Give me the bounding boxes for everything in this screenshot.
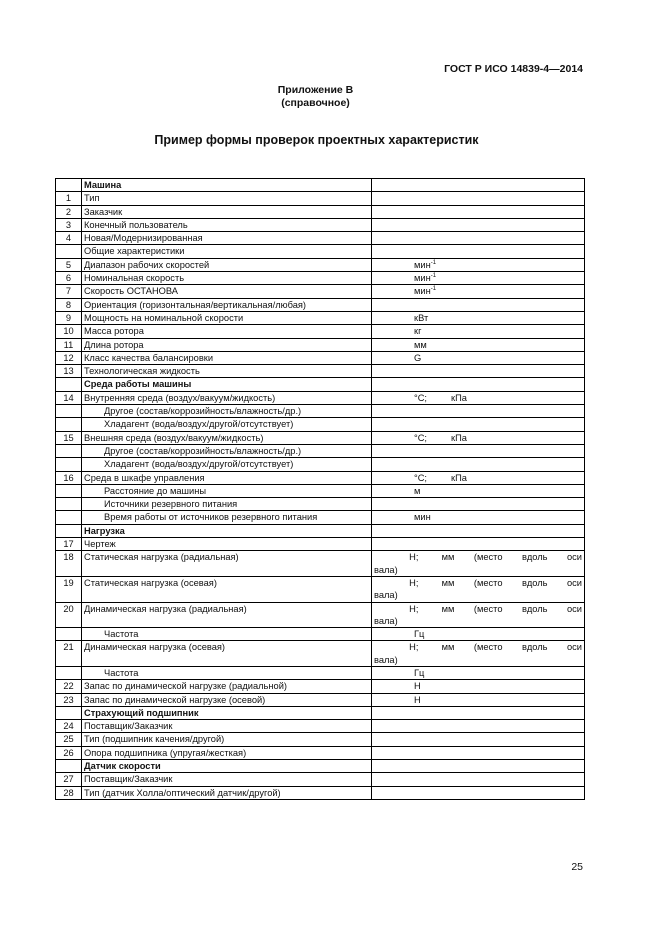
table-row [56,431,585,444]
unit: Гц [414,667,425,678]
value-cell[interactable] [372,551,585,577]
appendix-type: (справочное) [281,97,350,109]
appendix-label: Приложение В [277,84,354,96]
table-row [56,338,585,351]
table-row [56,192,585,205]
unit: Н [414,694,421,705]
unit: мин [414,286,431,297]
table-row [56,786,585,799]
value-cell[interactable] [372,272,585,285]
appendix-heading [0,84,661,110]
row-number: 4 [56,232,82,245]
unit: кПа [451,392,467,403]
row-label: Время работы от источников резервного питания [82,511,372,524]
value-cell[interactable] [372,733,585,746]
table-row [56,773,585,786]
row-number: 24 [56,720,82,733]
row-number: 23 [56,693,82,706]
row-number: 18 [56,551,82,577]
unit-exponent: -1 [430,286,437,293]
table-row [56,484,585,497]
table-row [56,720,585,733]
row-label: Запас по динамической нагрузке (осевой) [82,693,372,706]
table-row [56,365,585,378]
row-number: 8 [56,298,82,311]
row-label: Динамическая нагрузка (радиальная) [82,602,372,628]
table-row [56,444,585,457]
value-cell[interactable] [372,418,585,431]
unit: мм [441,642,455,653]
table-row [56,680,585,693]
row-label: Мощность на номинальной скорости [82,311,372,324]
table-row [56,418,585,431]
unit-note: (место [473,577,503,588]
row-label: Скорость ОСТАНОВА [82,285,372,298]
table-row [56,258,585,271]
row-label: Длина ротора [82,338,372,351]
unit: кг [414,326,422,337]
unit: Н; [409,552,419,563]
row-number: 19 [56,576,82,602]
value-cell[interactable] [372,205,585,218]
subsection-general: Общие характеристики [82,245,372,258]
table-row [56,746,585,759]
unit-note: вдоль [521,603,548,614]
row-label: Частота [82,666,372,679]
unit: мин [414,259,431,270]
unit-note: вдоль [521,642,548,653]
value-cell[interactable] [372,576,585,602]
unit: Н; [409,603,419,614]
table-row [56,245,585,258]
value-cell[interactable] [372,365,585,378]
value-cell[interactable] [372,444,585,457]
row-number: 7 [56,285,82,298]
value-cell[interactable] [372,338,585,351]
unit-note: (место [473,603,503,614]
value-cell[interactable] [372,720,585,733]
row-number: 14 [56,391,82,404]
unit: Н; [409,642,419,653]
table-row [56,311,585,324]
row-number: 21 [56,641,82,667]
table-row [56,693,585,706]
table-row [56,218,585,231]
row-number: 27 [56,773,82,786]
value-cell[interactable] [372,458,585,471]
row-label: Тип (датчик Холла/оптический датчик/другой) [82,786,372,799]
unit-note: вала) [374,590,398,601]
value-cell[interactable] [372,786,585,799]
unit-note: вдоль [521,577,548,588]
row-label: Ориентация (горизонтальная/вертикальная/любая) [82,298,372,311]
unit: G [414,352,422,363]
value-cell[interactable] [372,405,585,418]
table-row [56,391,585,404]
design-check-form-table [55,178,585,800]
value-cell[interactable] [372,641,585,667]
row-label: Класс качества балансировки [82,351,372,364]
table-row [56,285,585,298]
value-cell[interactable] [372,311,585,324]
unit: мм [441,577,455,588]
row-label: Номинальная скорость [82,272,372,285]
value-cell[interactable] [372,471,585,484]
row-label: Внутренняя среда (воздух/вакуум/жидкость) [82,391,372,404]
row-label: Частота [82,628,372,641]
table-row [56,551,585,577]
value-cell[interactable] [372,391,585,404]
row-label: Хладагент (вода/воздух/другой/отсутствует) [82,418,372,431]
unit: °C; [414,472,428,483]
row-number: 11 [56,338,82,351]
table-row [56,628,585,641]
section-backup-bearing: Страхующий подшипник [82,706,372,719]
row-label: Статическая нагрузка (осевая) [82,576,372,602]
unit-note: оси [566,642,582,653]
row-label: Динамическая нагрузка (осевая) [82,641,372,667]
unit-note: вала) [374,615,398,626]
row-number: 2 [56,205,82,218]
row-label: Внешняя среда (воздух/вакуум/жидкость) [82,431,372,444]
value-cell[interactable] [372,192,585,205]
unit-note: (место [473,552,503,563]
section-row [56,378,585,391]
row-label: Источники резервного питания [82,498,372,511]
row-number: 17 [56,538,82,551]
row-number: 12 [56,351,82,364]
table-row [56,602,585,628]
row-number: 26 [56,746,82,759]
unit: кВт [414,312,429,323]
unit: мм [414,339,427,350]
page-number: 25 [571,861,583,873]
row-number: 5 [56,258,82,271]
row-label: Новая/Модернизированная [82,232,372,245]
unit: мин [414,273,431,284]
row-number: 20 [56,602,82,628]
row-number: 15 [56,431,82,444]
table-row [56,511,585,524]
unit-note: вала) [374,654,398,665]
row-number: 13 [56,365,82,378]
unit-exponent: -1 [430,272,437,279]
section-speed-sensor: Датчик скорости [82,760,372,773]
row-label: Среда в шкафе управления [82,471,372,484]
value-cell[interactable] [372,773,585,786]
row-label: Хладагент (вода/воздух/другой/отсутствует) [82,458,372,471]
table-row [56,298,585,311]
table-row [56,471,585,484]
value-cell[interactable] [372,693,585,706]
value-cell[interactable] [372,484,585,497]
row-label: Другое (состав/коррозийность/влажность/др.) [82,405,372,418]
table-row [56,458,585,471]
value-cell[interactable] [372,746,585,759]
row-label: Расстояние до машины [82,484,372,497]
value-cell[interactable] [372,351,585,364]
row-label: Конечный пользователь [82,218,372,231]
unit: °C; [414,392,428,403]
row-label: Поставщик/Заказчик [82,720,372,733]
section-row [56,706,585,719]
value-cell[interactable] [372,431,585,444]
table-row [56,733,585,746]
value-cell[interactable] [372,666,585,679]
standard-designation: ГОСТ Р ИСО 14839-4—2014 [444,63,583,75]
unit: мин [414,512,431,523]
unit: мм [441,552,455,563]
value-cell[interactable] [372,258,585,271]
row-label: Диапазон рабочих скоростей [82,258,372,271]
row-label: Технологическая жидкость [82,365,372,378]
row-number: 22 [56,680,82,693]
row-number: 10 [56,325,82,338]
row-label: Масса ротора [82,325,372,338]
unit-note: оси [566,577,582,588]
unit: кПа [451,432,467,443]
value-cell[interactable] [372,511,585,524]
row-label: Чертеж [82,538,372,551]
value-cell[interactable] [372,628,585,641]
unit-note: (место [473,642,503,653]
table-row [56,576,585,602]
row-label: Опора подшипника (упругая/жесткая) [82,746,372,759]
value-cell[interactable] [372,298,585,311]
unit: м [414,485,421,496]
unit: кПа [451,472,467,483]
unit: Н; [409,577,419,588]
table-row [56,325,585,338]
row-number: 1 [56,192,82,205]
row-number: 25 [56,733,82,746]
row-label: Тип (подшипник качения/другой) [82,733,372,746]
row-label: Тип [82,192,372,205]
row-number: 16 [56,471,82,484]
unit: Гц [414,629,425,640]
table-row [56,498,585,511]
value-cell[interactable] [372,285,585,298]
section-load: Нагрузка [82,524,372,537]
unit: °C; [414,432,428,443]
value-cell[interactable] [372,680,585,693]
row-label: Другое (состав/коррозийность/влажность/др.) [82,444,372,457]
row-label: Статическая нагрузка (радиальная) [82,551,372,577]
section-row [56,760,585,773]
row-number: 28 [56,786,82,799]
unit-note: оси [566,552,582,563]
section-environment: Среда работы машины [82,378,372,391]
table-row [56,351,585,364]
page-title: Пример формы проверок проектных характеристик [154,133,479,147]
value-cell[interactable] [372,538,585,551]
unit-note: вала) [374,564,398,575]
value-cell[interactable] [372,325,585,338]
unit-note: вдоль [521,552,548,563]
value-cell[interactable] [372,498,585,511]
value-cell[interactable] [372,602,585,628]
section-row [56,179,585,192]
table-row [56,272,585,285]
value-cell[interactable] [372,232,585,245]
unit-exponent: -1 [430,259,437,266]
row-number: 6 [56,272,82,285]
row-number: 3 [56,218,82,231]
table-row [56,405,585,418]
table-row [56,538,585,551]
section-machine: Машина [82,179,372,192]
section-row [56,524,585,537]
row-label: Запас по динамической нагрузке (радиальной) [82,680,372,693]
unit-note: оси [566,603,582,614]
table-row [56,205,585,218]
table-row [56,232,585,245]
value-cell[interactable] [372,218,585,231]
table-row [56,666,585,679]
table-row [56,641,585,667]
row-label: Заказчик [82,205,372,218]
row-label: Поставщик/Заказчик [82,773,372,786]
unit: Н [414,681,421,692]
row-number: 9 [56,311,82,324]
unit: мм [441,603,455,614]
